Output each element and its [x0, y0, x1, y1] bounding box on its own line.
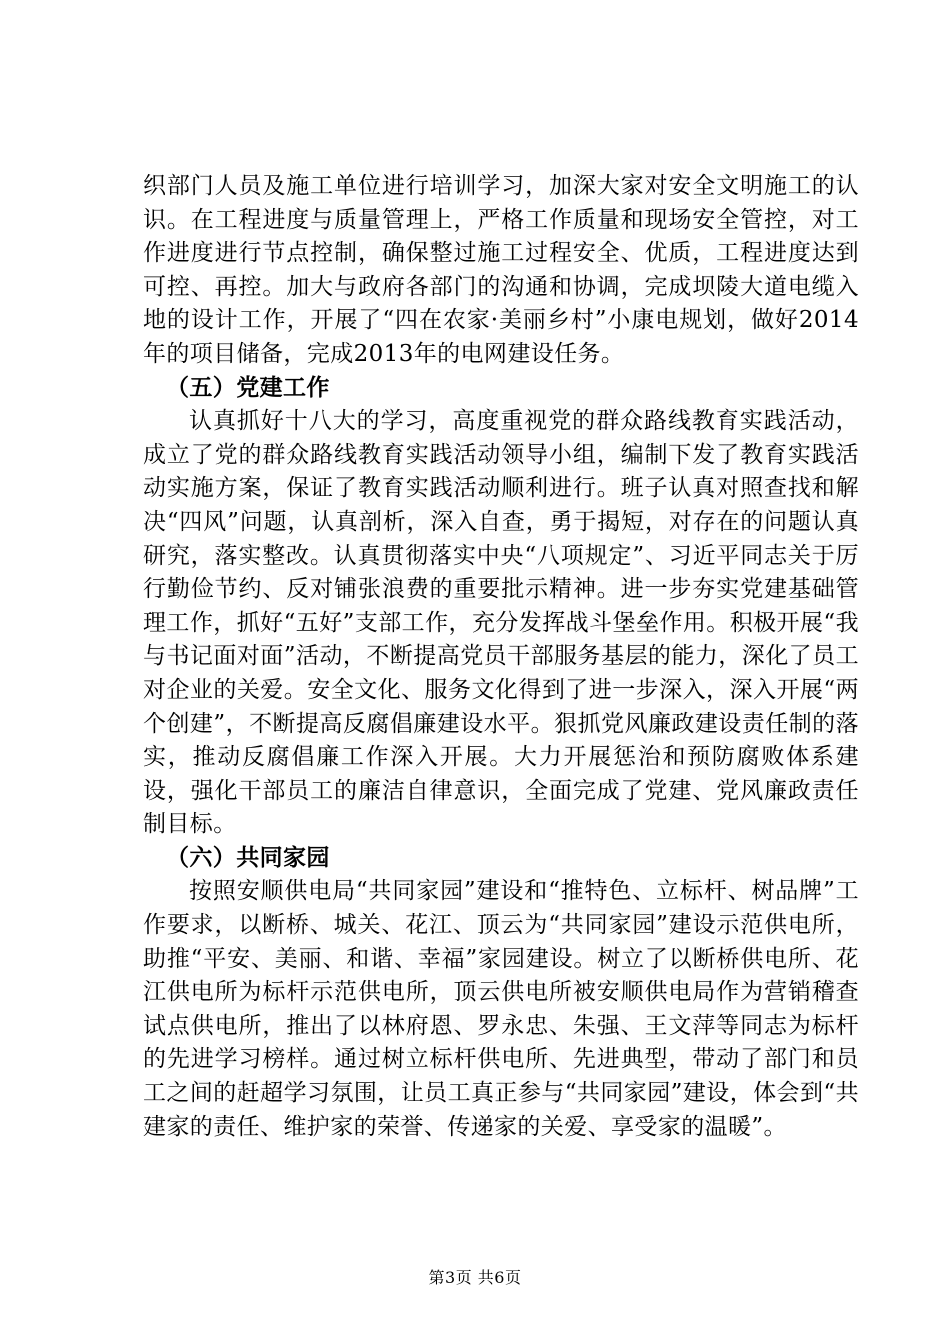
- page-footer: 第3页 共6页: [428, 1268, 522, 1287]
- paragraph-party-building: 认真抓好十八大的学习，高度重视党的群众路线教育实践活动，成立了党的群众路线教育实践活动领导小组，编制下发了教育实践活动实施方案，保证了教育实践活动顺利进行。班子认真对照查找和解决“四风”问题，认真剖析，深入自查，勇于揭短，对存在的问题认真研究，落实整改。认真贯彻落实中央“八项规定”、习近平同志关于厉行勤俭节约、反对铺张浪费的重要批示精神。进一步夯实党建基础管理工作，抓好“五好”支部工作，充分发挥战斗堡垒作用。积极开展“我与书记面对面”活动，不断提高党员干部服务基层的能力，深化了员工对企业的关爱。安全文化、服务文化得到了进一步深入，深入开展“两个创建”，不断提高反腐倡廉建设水平。狠抓党风廉政建设责任制的落实，推动反腐倡廉工作深入开展。大力开展惩治和预防腐败体系建设，强化干部员工的廉洁自律意识，全面完成了党建、党风廉政责任制目标。: [143, 408, 859, 838]
- section-heading-party-building: （五）党建工作: [166, 374, 330, 401]
- paragraph-intro: 织部门人员及施工单位进行培训学习，加深大家对安全文明施工的认识。在工程进度与质量管理上，严格工作质量和现场安全管控，对工作进度进行节点控制，确保整过施工过程安全、优质，工程进度达到可控、再控。加大与政府各部门的沟通和协调，完成坝陵大道电缆入地的设计工作，开展了“四在农家·美丽乡村”小康电规划，做好2014年的项目储备，完成2013年的电网建设任务。: [143, 173, 859, 367]
- paragraph-common-home: 按照安顺供电局“共同家园”建设和“推特色、立标杆、树品牌”工作要求，以断桥、城关、花江、顶云为“共同家园”建设示范供电所，助推“平安、美丽、和谐、幸福”家园建设。树立了以断桥供电所、花江供电所为标杆示范供电所，顶云供电所被安顺供电局作为营销稽查试点供电所，推出了以林府恩、罗永忠、朱强、王文萍等同志为标杆的先进学习榜样。通过树立标杆供电所、先进典型，带动了部门和员工之间的赶超学习氛围，让员工真正参与“共同家园”建设，体会到“共建家的责任、维护家的荣誉、传递家的关爱、享受家的温暖”。: [143, 878, 859, 1140]
- section-heading-common-home: （六）共同家园: [166, 844, 330, 871]
- document-body: [143, 170, 859, 1144]
